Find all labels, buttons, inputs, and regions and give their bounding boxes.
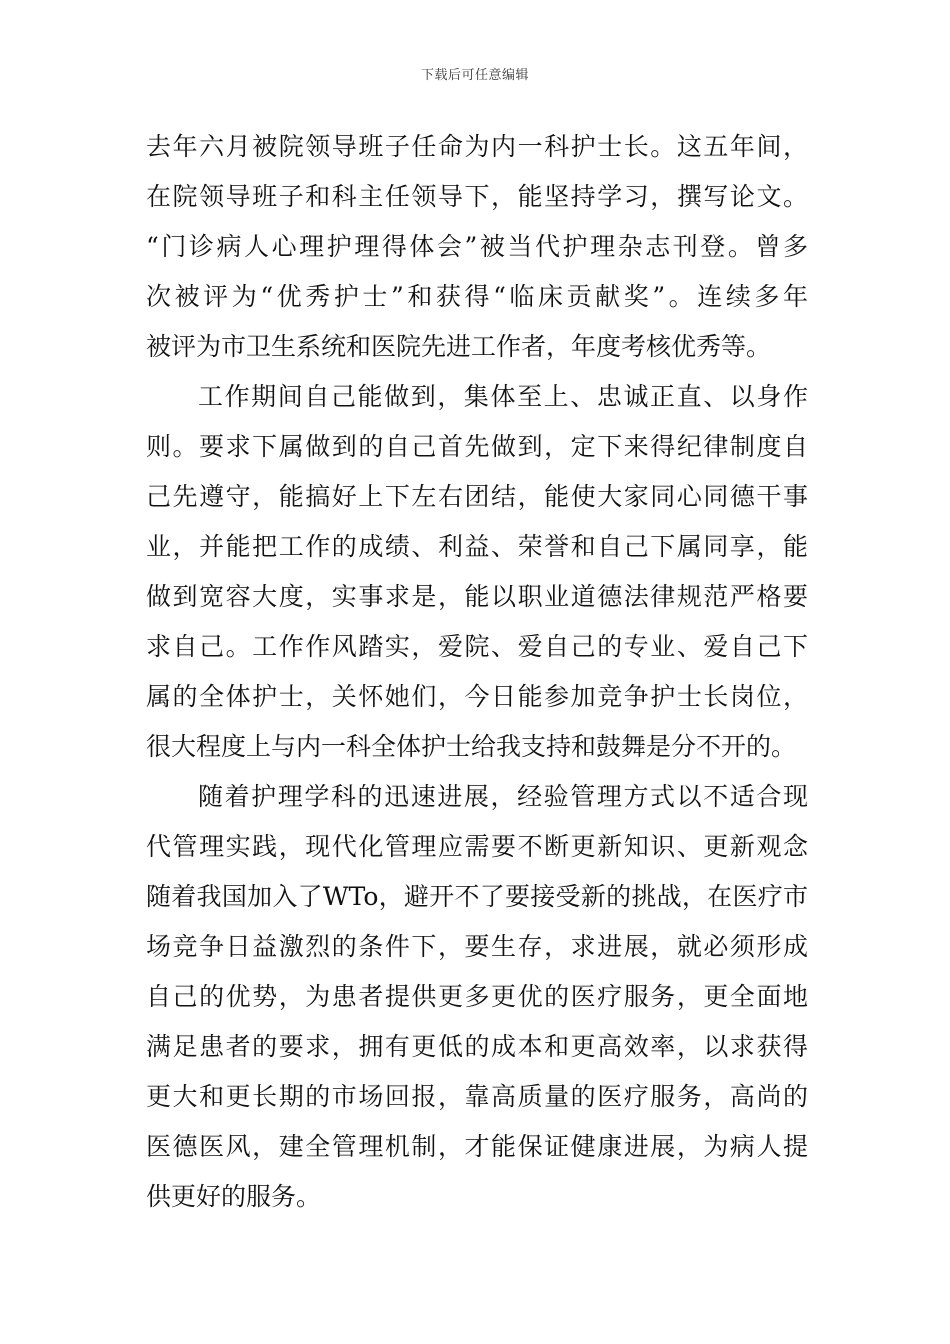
text-line: “门诊病人心理护理得体会”被当代护理杂志刊登。曾多 — [146, 232, 808, 261]
page-header: 下载后可任意编辑 — [420, 68, 529, 83]
text-line: 满足患者的要求，拥有更低的成本和更高效率，以求获得 — [146, 1032, 808, 1061]
text-line: 供更好的服务。 — [146, 1182, 322, 1211]
text-line: 自己的优势，为患者提供更多更优的医疗服务，更全面地 — [146, 982, 808, 1011]
document-body — [146, 122, 808, 1222]
text-line: 在院领导班子和科主任领导下，能坚持学习，撰写论文。 — [146, 182, 808, 211]
text-line: 己先遵守，能搞好上下左右团结，能使大家同心同德干事 — [146, 482, 808, 511]
text-line: 随着我国加入了WTo，避开不了要接受新的挑战，在医疗市 — [146, 882, 808, 911]
text-line: 求自己。工作作风踏实，爱院、爱自己的专业、爱自己下 — [146, 632, 808, 661]
text-line: 很大程度上与内一科全体护士给我支持和鼓舞是分不开的。 — [146, 732, 797, 761]
text-line: 则。要求下属做到的自己首先做到，定下来得纪律制度自 — [146, 432, 808, 461]
text-line: 医德医风，建全管理机制，才能保证健康进展，为病人提 — [146, 1132, 808, 1161]
text-line: 去年六月被院领导班子任命为内一科护士长。这五年间， — [146, 132, 808, 161]
text-line: 被评为市卫生系统和医院先进工作者，年度考核优秀等。 — [146, 332, 772, 361]
text-line: 次被评为“优秀护士”和获得“临床贡献奖”。连续多年 — [146, 282, 808, 311]
text-line: 代管理实践，现代化管理应需要不断更新知识、更新观念 — [146, 832, 808, 861]
text-line: 工作期间自己能做到，集体至上、忠诚正直、以身作 — [198, 382, 808, 411]
text-line: 属的全体护士，关怀她们，今日能参加竞争护士长岗位， — [146, 682, 808, 711]
text-line: 做到宽容大度，实事求是，能以职业道德法律规范严格要 — [146, 582, 808, 611]
text-line: 更大和更长期的市场回报，靠高质量的医疗服务，高尚的 — [146, 1082, 808, 1111]
text-line: 业，并能把工作的成绩、利益、荣誉和自己下属同享，能 — [146, 532, 808, 561]
text-line: 场竞争日益激烈的条件下，要生存，求进展，就必须形成 — [146, 932, 808, 961]
text-line: 随着护理学科的迅速进展，经验管理方式以不适合现 — [198, 782, 808, 811]
